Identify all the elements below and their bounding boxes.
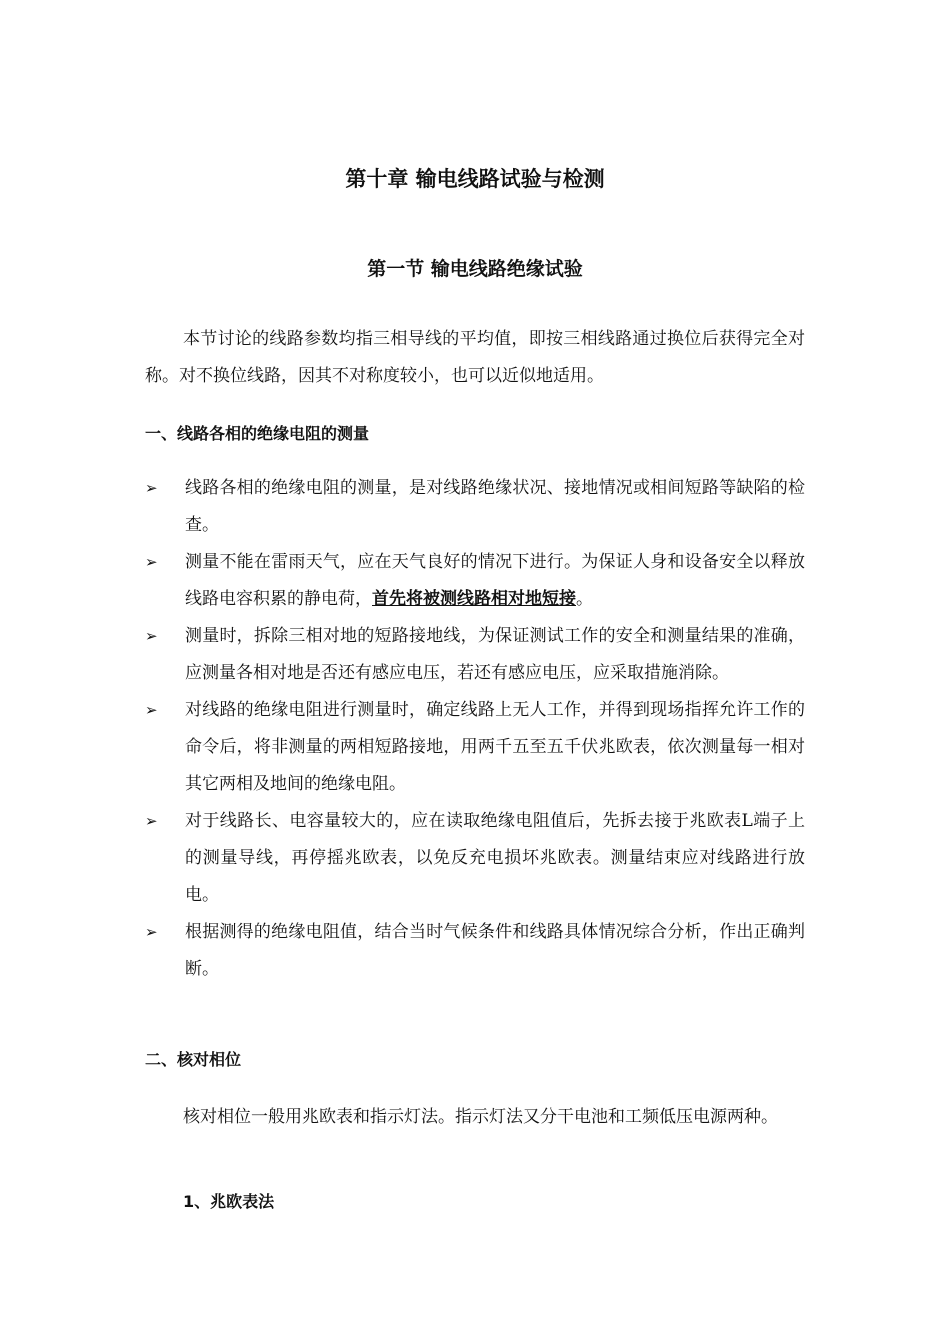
list-item — [145, 692, 805, 803]
list-item — [145, 914, 805, 988]
chapter-title: 第十章 输电线路试验与检测 — [345, 167, 605, 191]
bullet-text: 测量不能在雷雨天气，应在天气良好的情况下进行。为保证人身和设备安全以释放线路电容积累的静电荷， — [185, 552, 805, 609]
list-item — [145, 470, 805, 544]
bullet-text: 线路各相的绝缘电阻的测量，是对线路绝缘状况、接地情况或相间短路等缺陷的检查。 — [185, 478, 805, 535]
bullet-emphasis: 首先将被测线路相对地短接 — [372, 589, 576, 609]
arrow-bullet-icon: ➢ — [145, 923, 158, 941]
intro-paragraph: 本节讨论的线路参数均指三相导线的平均值，即按三相线路通过换位后获得完全对称。对不换位线路，因其不对称度较小，也可以近似地适用。 — [145, 329, 805, 386]
subheading-megohmmeter-method: 1、兆欧表法 — [183, 1192, 275, 1211]
phase-paragraph: 核对相位一般用兆欧表和指示灯法。指示灯法又分干电池和工频低压电源两种。 — [183, 1107, 778, 1127]
section-title: 第一节 输电线路绝缘试验 — [367, 258, 583, 280]
bullet-list — [145, 470, 805, 988]
arrow-bullet-icon: ➢ — [145, 627, 158, 645]
list-item — [145, 618, 805, 692]
bullet-tail: 。 — [576, 589, 593, 609]
arrow-bullet-icon: ➢ — [145, 701, 158, 719]
bullet-text: 对于线路长、电容量较大的，应在读取绝缘电阻值后，先拆去接于兆欧表L端子上的测量导线，再停摇兆欧表，以免反充电损坏兆欧表。测量结束应对线路进行放电。 — [185, 811, 805, 905]
arrow-bullet-icon: ➢ — [145, 479, 158, 497]
heading-insulation-resistance: 一、线路各相的绝缘电阻的测量 — [145, 424, 370, 443]
bullet-text: 测量时，拆除三相对地的短路接地线，为保证测试工作的安全和测量结果的准确，应测量各相对地是否还有感应电压，若还有感应电压，应采取措施消除。 — [185, 626, 805, 683]
heading-phase-check: 二、核对相位 — [145, 1050, 242, 1069]
list-item — [145, 803, 805, 914]
list-item — [145, 544, 805, 618]
arrow-bullet-icon: ➢ — [145, 553, 158, 571]
bullet-text: 根据测得的绝缘电阻值，结合当时气候条件和线路具体情况综合分析，作出正确判断。 — [185, 922, 805, 979]
bullet-text: 对线路的绝缘电阻进行测量时，确定线路上无人工作，并得到现场指挥允许工作的命令后，将非测量的两相短路接地，用两千五至五千伏兆欧表，依次测量每一相对其它两相及地间的绝缘电阻。 — [185, 700, 805, 794]
arrow-bullet-icon: ➢ — [145, 812, 158, 830]
